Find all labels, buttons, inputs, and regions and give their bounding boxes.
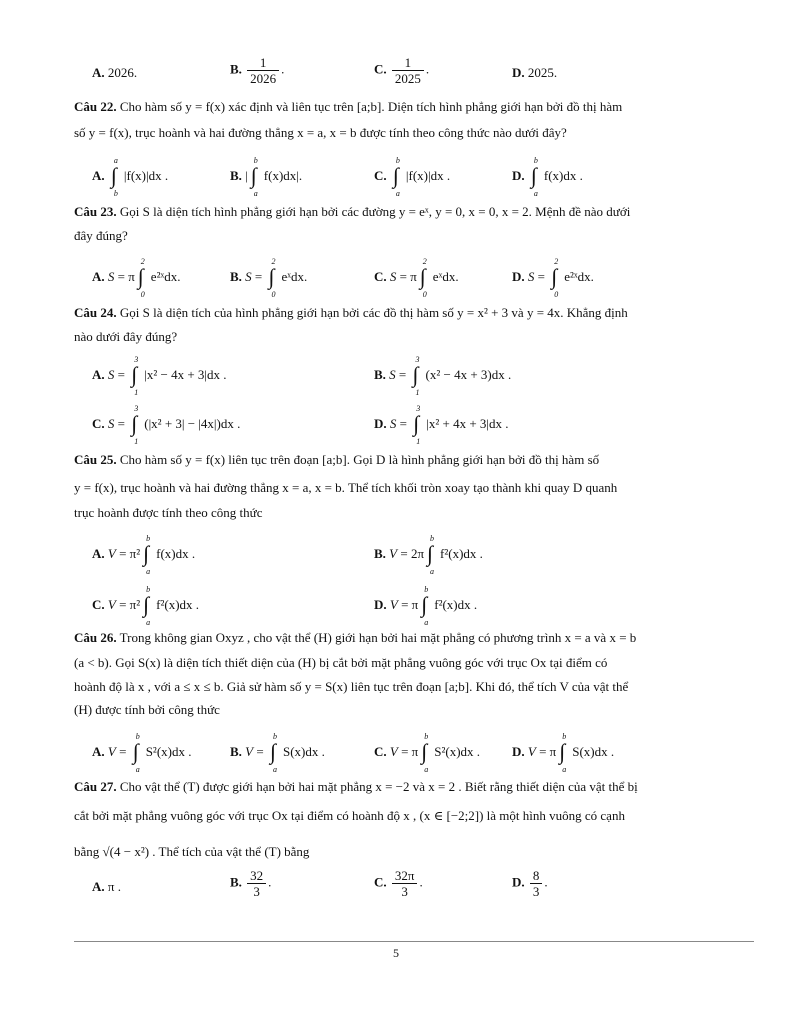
question-text: số y = f(x), trục hoành và hai đường thẳng x = a, x = b được tính theo công thức nào dưới đây? — [74, 125, 567, 140]
option-label: A. — [92, 65, 105, 80]
q27-option-c: C. $\frac{32\pi}{3}$ . — [374, 868, 423, 899]
option-label: D. — [512, 65, 525, 80]
q21-option-b: B. $\frac{1}{2026}$ . — [230, 55, 285, 86]
integral-sign: b ∫ a — [132, 732, 140, 774]
question-text: nào dưới đây đúng? — [74, 329, 178, 344]
integrand: eˣdx. — [432, 268, 459, 284]
question-label: Câu 22. — [74, 99, 117, 114]
question-text: (H) được tính bởi công thức — [74, 702, 220, 717]
fraction — [392, 868, 418, 899]
numerator: 32 — [247, 868, 266, 884]
numerator: 1 — [247, 55, 279, 71]
integral-sign: b ∫ a — [143, 585, 151, 627]
question-text: bằng √(4 − x²) . Thể tích của vật thể (T) bằng — [74, 844, 310, 859]
integral-sign: 3 ∫ 1 — [412, 355, 420, 397]
numerator: 1 — [392, 55, 424, 71]
q22-option-a: A. a ∫ b |f(x)|dx . — [92, 156, 169, 198]
q27-option-d: D. $\frac{8}{3}$ . — [512, 868, 548, 899]
integral-sign: b ∫ a — [427, 534, 435, 576]
q21-option-a — [92, 64, 137, 82]
q24-option-d: D. S = 3 ∫ 1 |x² + 4x + 3|dx . — [374, 404, 509, 446]
q23-option-b: B. S = 2 ∫ 0 eˣdx. — [230, 257, 308, 299]
footer-divider — [74, 941, 754, 942]
numerator: 32π — [392, 868, 418, 884]
integrand: f(x)dx|. — [263, 167, 303, 183]
integral-sign: 3 ∫ 1 — [131, 355, 139, 397]
integrand: f²(x)dx . — [156, 596, 200, 612]
q23-option-c: C. S = π 2 ∫ 0 eˣdx. — [374, 257, 459, 299]
integral-sign: 2 ∫ 0 — [551, 257, 559, 299]
question-text: Gọi S là diện tích hình phẳng giới hạn bởi các đường y = eˣ, y = 0, x = 0, x = 2. Mệnh đề nào dưới — [119, 204, 631, 219]
integrand: e²ˣdx. — [150, 268, 181, 284]
integrand: f²(x)dx . — [434, 596, 478, 612]
integrand: e²ˣdx. — [564, 268, 594, 284]
integral-sign: b ∫ a — [559, 732, 567, 774]
q21-option-d — [512, 64, 557, 82]
q24-option-c: C. S = 3 ∫ 1 (|x² + 3| − |4x|)dx . — [92, 404, 241, 446]
integrand: S(x)dx . — [282, 743, 325, 759]
q22-line-2 — [74, 124, 754, 142]
integral-sign: b ∫ a — [421, 585, 429, 627]
q25-line-2 — [74, 479, 754, 497]
option-text: 2026. — [107, 65, 138, 80]
option-label: C. — [374, 61, 387, 77]
q23-option-d: D. S = 2 ∫ 0 e²ˣdx. — [512, 257, 594, 299]
question-text: cắt bởi mặt phẳng vuông góc với trục Ox tại điểm có hoành độ x , (x ∈ [−2;2]) là một hình vuông có cạnh — [74, 808, 625, 823]
q22-option-d: D. b ∫ a f(x)dx . — [512, 156, 583, 198]
integral-sign: 2 ∫ 0 — [268, 257, 276, 299]
page-number: 5 — [393, 946, 399, 960]
integral-sign: 3 ∫ 1 — [413, 404, 421, 446]
denominator: 2025 — [394, 71, 421, 86]
question-text: Cho vật thể (T) được giới hạn bởi hai mặt phẳng x = −2 và x = 2 . Biết rằng thiết diện của vật thể bị — [119, 779, 638, 794]
q25-option-d: D. V = π b ∫ a f²(x)dx . — [374, 585, 478, 627]
q25-option-a: A. V = π² b ∫ a f(x)dx . — [92, 534, 196, 576]
integrand: |f(x)|dx . — [405, 167, 451, 183]
q24-line-2 — [74, 328, 754, 346]
question-text: hoành độ là x , với a ≤ x ≤ b. Giả sử hàm số y = S(x) liên tục trên đoạn [a;b]. Khi đó, thể tích V của vật thể — [74, 679, 629, 694]
option-text: 2025. — [527, 65, 558, 80]
q23-option-a: A. S = π 2 ∫ 0 e²ˣdx. — [92, 257, 181, 299]
fraction — [530, 868, 543, 899]
q26-option-c: C. V = π b ∫ a S²(x)dx . — [374, 732, 481, 774]
q24-option-a: A. S = 3 ∫ 1 |x² − 4x + 3|dx . — [92, 355, 227, 397]
denominator: 2026 — [250, 71, 277, 86]
q26-line-3 — [74, 678, 754, 696]
q26-line-2 — [74, 654, 754, 672]
question-text: đây đúng? — [74, 228, 128, 243]
question-label: Câu 24. — [74, 305, 117, 320]
integrand: S²(x)dx . — [434, 743, 481, 759]
q26-line-1 — [74, 629, 754, 647]
option-label: B. — [230, 61, 242, 77]
integral-sign: b ∫ a — [392, 156, 400, 198]
q26-option-a: A. V = b ∫ a S²(x)dx . — [92, 732, 192, 774]
integrand: f²(x)dx . — [440, 545, 483, 561]
q23-line-2 — [74, 227, 754, 245]
question-text: Cho hàm số y = f(x) xác định và liên tục trên [a;b]. Diện tích hình phẳng giới hạn bởi đồ thị hàm — [119, 99, 623, 114]
integral-sign: b ∫ a — [530, 156, 538, 198]
integrand: f(x)dx . — [156, 545, 196, 561]
question-text: Gọi S là diện tích của hình phẳng giới hạn bởi các đồ thị hàm số y = x² + 3 và y = 4x. Khẳng định — [119, 305, 628, 320]
question-label: Câu 26. — [74, 630, 117, 645]
q27-option-a: A. π . — [92, 879, 121, 894]
integral-sign: 2 ∫ 0 — [137, 257, 145, 299]
q24-option-b: B. S = 3 ∫ 1 (x² − 4x + 3)dx . — [374, 355, 512, 397]
question-label: Câu 27. — [74, 779, 117, 794]
denominator: 3 — [532, 884, 540, 899]
q23-line-1 — [74, 203, 754, 221]
integrand: (x² − 4x + 3)dx . — [425, 366, 512, 382]
integrand: |x² − 4x + 3|dx . — [144, 366, 227, 382]
q27-line-1 — [74, 778, 754, 796]
integrand: (|x² + 3| − |4x|)dx . — [144, 415, 241, 431]
integrand: S²(x)dx . — [145, 743, 192, 759]
q25-line-1 — [74, 451, 754, 469]
q24-line-1 — [74, 304, 754, 322]
q26-option-b: B. V = b ∫ a S(x)dx . — [230, 732, 325, 774]
q25-option-b: B. V = 2π b ∫ a f²(x)dx . — [374, 534, 483, 576]
q27-line-3 — [74, 843, 754, 861]
q25-line-3 — [74, 504, 754, 522]
integrand: eˣdx. — [281, 268, 308, 284]
integrand: S(x)dx . — [572, 743, 615, 759]
denominator: 3 — [253, 884, 260, 899]
q27-line-2 — [74, 807, 754, 825]
fraction — [247, 55, 279, 86]
fraction — [247, 868, 266, 899]
integrand: |f(x)|dx . — [123, 167, 169, 183]
question-text: trục hoành được tính theo công thức — [74, 505, 263, 520]
integral-sign: 3 ∫ 1 — [131, 404, 139, 446]
fraction — [392, 55, 424, 86]
integral-sign: b ∫ a — [269, 732, 277, 774]
integral-sign: a ∫ b — [110, 156, 118, 198]
q27-option-b: B. $\frac{32}{3}$ . — [230, 868, 272, 899]
question-label: Câu 23. — [74, 204, 117, 219]
q22-option-b: B. | b ∫ a f(x)dx|. — [230, 156, 303, 198]
question-text: y = f(x), trục hoành và hai đường thẳng x = a, x = b. Thể tích khối tròn xoay tạo thành khi quay D quanh — [74, 480, 618, 495]
question-label: Câu 25. — [74, 452, 117, 467]
denominator: 3 — [401, 884, 408, 899]
integral-sign: 2 ∫ 0 — [419, 257, 427, 299]
integrand: f(x)dx . — [543, 167, 583, 183]
question-text: Cho hàm số y = f(x) liên tục trên đoạn [a;b]. Gọi D là hình phẳng giới hạn bởi đồ thị hàm số — [119, 452, 600, 467]
numerator: 8 — [530, 868, 543, 884]
q21-option-c: C. $\frac{1}{2025}$ . — [374, 55, 430, 86]
question-text: Trong không gian Oxyz , cho vật thể (H) giới hạn bởi hai mặt phẳng có phương trình x = a và x = b — [119, 630, 637, 645]
q26-line-4 — [74, 701, 754, 719]
q26-option-d: D. V = π b ∫ a S(x)dx . — [512, 732, 615, 774]
integral-sign: b ∫ a — [421, 732, 429, 774]
q22-line-1 — [74, 98, 754, 116]
integral-sign: b ∫ a — [250, 156, 258, 198]
question-text: (a < b). Gọi S(x) là diện tích thiết diện của (H) bị cắt bởi mặt phẳng vuông góc với trục Ox tại điểm có — [74, 655, 608, 670]
q25-option-c: C. V = π² b ∫ a f²(x)dx . — [92, 585, 200, 627]
integrand: |x² + 4x + 3|dx . — [426, 415, 509, 431]
q22-option-c: C. b ∫ a |f(x)|dx . — [374, 156, 451, 198]
option-text: π . — [107, 879, 121, 894]
integral-sign: b ∫ a — [143, 534, 151, 576]
